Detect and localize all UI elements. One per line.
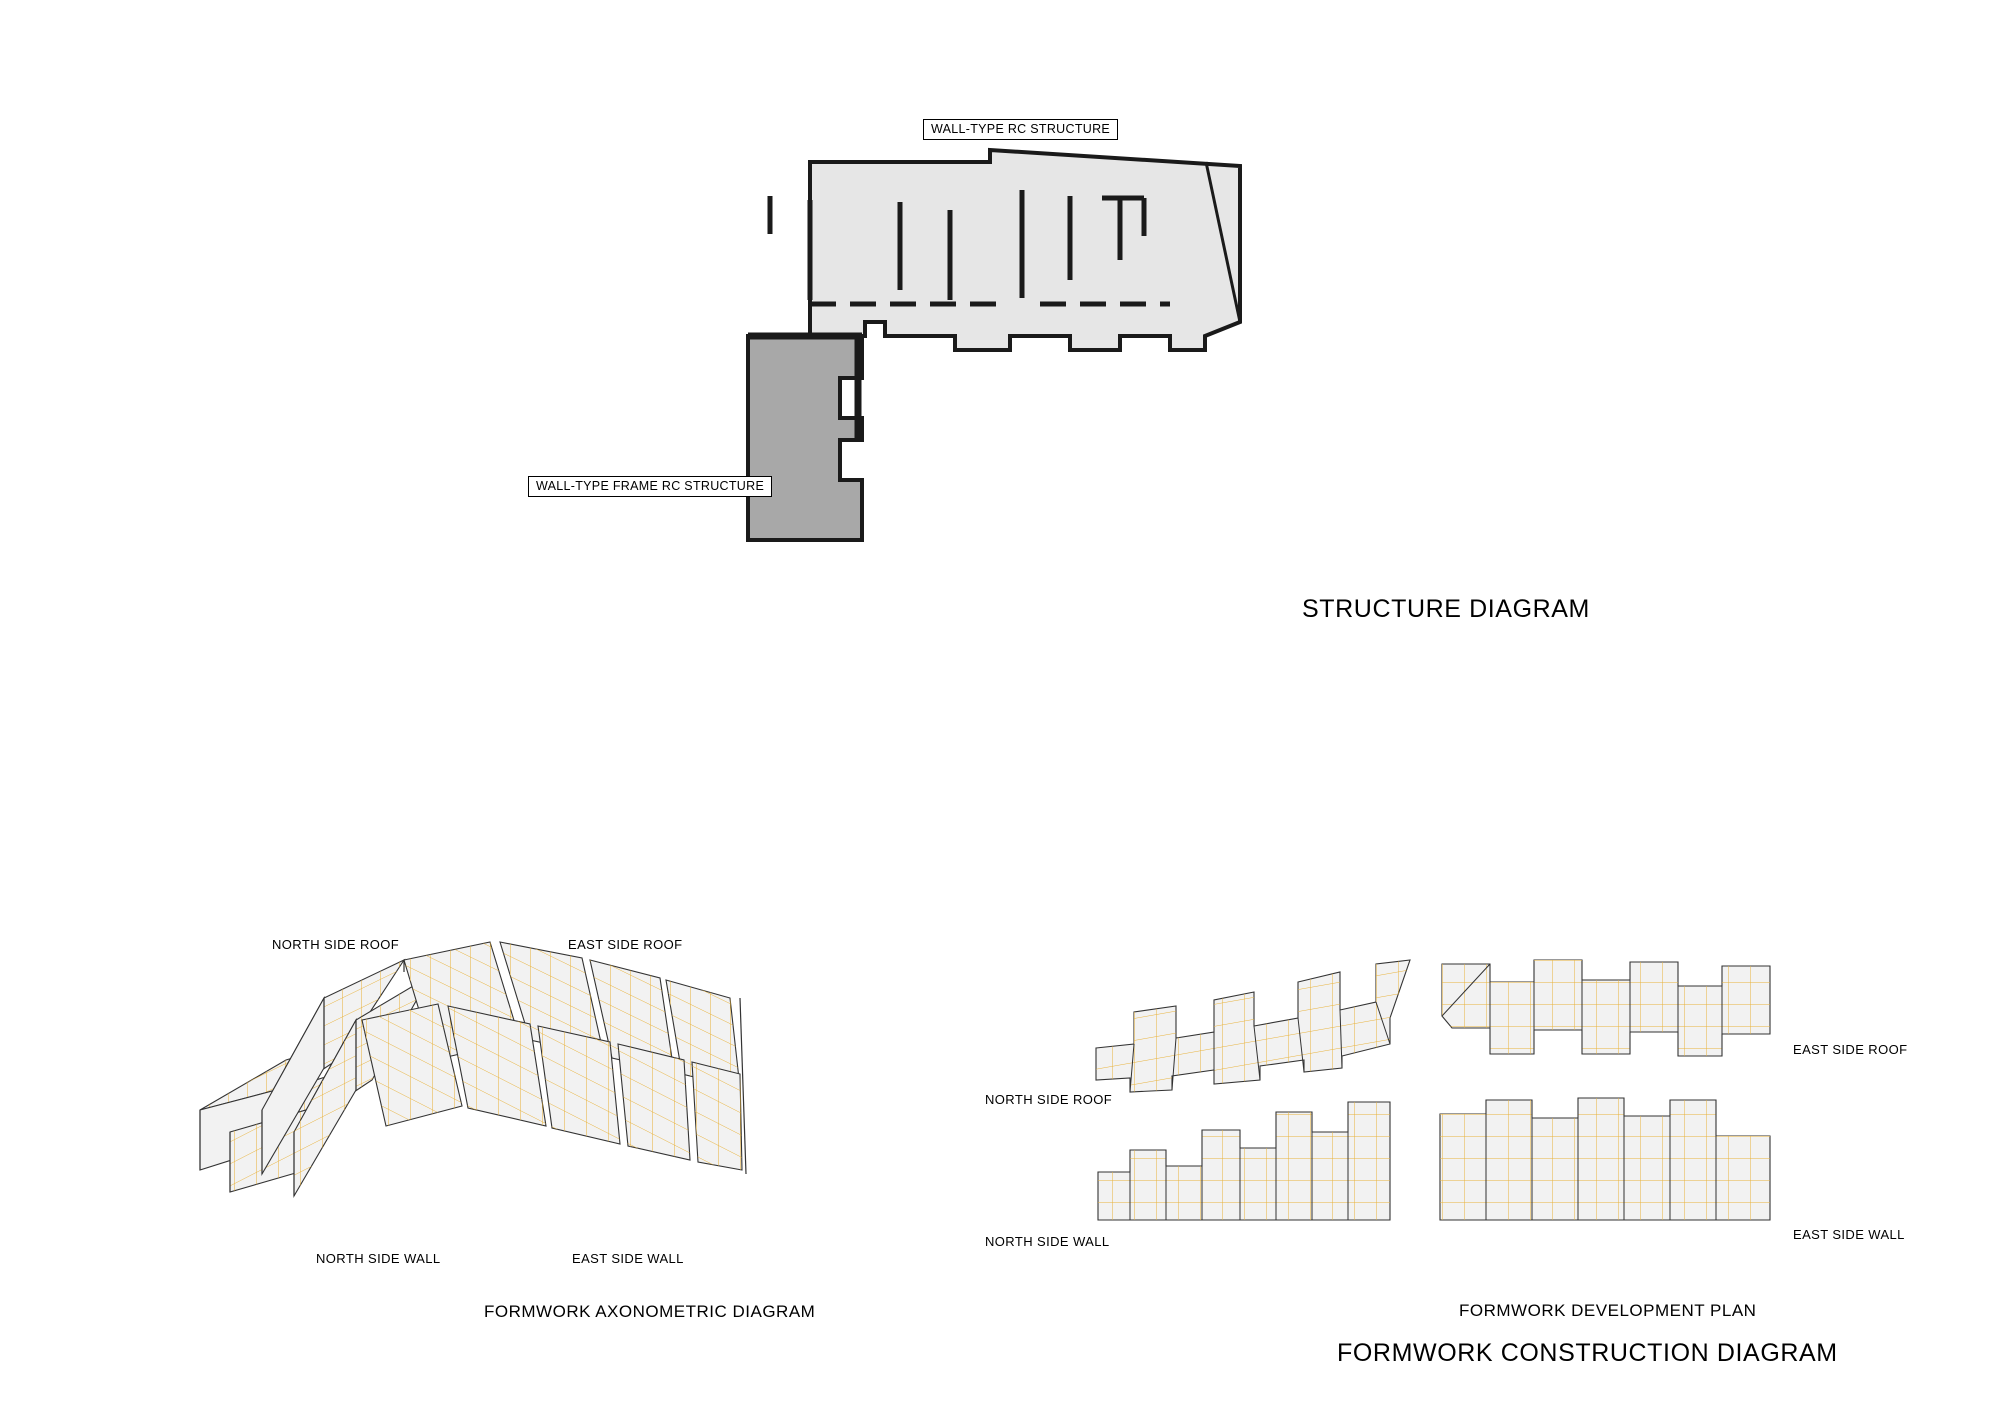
structure-lower-mass <box>748 336 862 540</box>
dev-label-north-side-roof: NORTH SIDE ROOF <box>985 1092 1113 1107</box>
dev-north-roof <box>1096 960 1410 1092</box>
dev-label-north-side-wall: NORTH SIDE WALL <box>985 1234 1110 1249</box>
formwork-development-plan-title: FORMWORK DEVELOPMENT PLAN <box>1459 1301 1757 1320</box>
structure-plan-drawing <box>740 140 1260 660</box>
dev-label-east-side-roof: EAST SIDE ROOF <box>1793 1042 1908 1057</box>
dev-label-east-side-wall: EAST SIDE WALL <box>1793 1227 1905 1242</box>
dev-north-wall <box>1098 1102 1390 1220</box>
dev-east-wall <box>1440 1098 1770 1220</box>
callout-wall-type-frame-rc-structure: WALL-TYPE FRAME RC STRUCTURE <box>528 476 772 497</box>
formwork-axonometric-diagram-title: FORMWORK AXONOMETRIC DIAGRAM <box>484 1302 816 1321</box>
formwork-axonometric-drawing <box>190 920 810 1250</box>
dev-east-roof <box>1442 960 1770 1056</box>
structure-upper-mass <box>810 150 1240 350</box>
axo-label-east-side-wall: EAST SIDE WALL <box>572 1251 684 1266</box>
formwork-construction-diagram-title: FORMWORK CONSTRUCTION DIAGRAM <box>1337 1339 1838 1367</box>
structure-diagram-title: STRUCTURE DIAGRAM <box>1302 595 1590 623</box>
axo-label-east-side-roof: EAST SIDE ROOF <box>568 937 683 952</box>
axo-label-north-side-wall: NORTH SIDE WALL <box>316 1251 441 1266</box>
callout-wall-type-rc-structure: WALL-TYPE RC STRUCTURE <box>923 119 1118 140</box>
axo-label-north-side-roof: NORTH SIDE ROOF <box>272 937 400 952</box>
formwork-development-drawing <box>1090 960 1790 1250</box>
